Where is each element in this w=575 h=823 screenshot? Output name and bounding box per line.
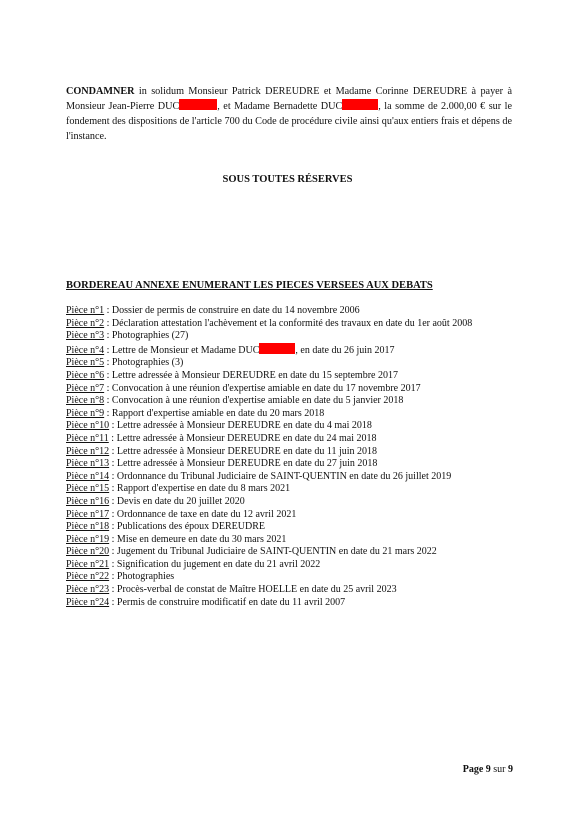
piece-text: : Signification du jugement en date du 21 avril 2022 — [109, 558, 321, 570]
list-item — [66, 343, 516, 358]
piece-label: Pièce n°21 — [66, 558, 110, 570]
piece-text: : Procès-verbal de constat de Maître HOELLE en date du 25 avril 2023 — [109, 584, 397, 596]
piece-text: : Devis en date du 20 juillet 2020 — [109, 495, 245, 507]
piece-label: Pièce n°5 — [66, 357, 105, 369]
pieces-list — [66, 305, 516, 609]
piece-text: : Photographies — [109, 571, 175, 583]
redaction-block — [179, 99, 217, 110]
piece-label: Pièce n°1 — [66, 305, 105, 316]
piece-text: : Ordonnance de taxe en date du 12 avril 2021 — [109, 508, 297, 520]
piece-label: Pièce n°23 — [66, 584, 110, 596]
piece-label: Pièce n°11 — [66, 432, 109, 444]
piece-label: Pièce n°22 — [66, 571, 110, 583]
piece-text: : Photographies (3) — [104, 357, 184, 369]
piece-label: Pièce n°15 — [66, 483, 110, 495]
piece-text: : Permis de construire modificatif en date du 11 avril 2007 — [109, 596, 346, 608]
piece-text: : Publications des époux DEREUDRE — [109, 521, 265, 533]
list-item — [66, 330, 516, 343]
piece-label: Pièce n°18 — [66, 521, 110, 533]
piece-label: Pièce n°14 — [66, 470, 110, 482]
reserves-heading: SOUS TOUTES RÉSERVES — [222, 174, 353, 185]
list-item — [66, 521, 516, 534]
list-item — [66, 370, 516, 383]
list-item — [66, 446, 516, 459]
piece-text: : Déclaration attestation l'achèvement et la conformité des travaux en date du 1er août 2008 — [104, 317, 473, 329]
piece-text-after: , en date du 26 juin 2017 — [295, 344, 395, 356]
list-item — [66, 458, 516, 471]
piece-label: Pièce n°8 — [66, 395, 105, 407]
piece-text: : Mise en demeure en date du 30 mars 2021 — [109, 533, 287, 545]
list-item — [66, 546, 516, 559]
piece-text: : Lettre adressée à Monsieur DEREUDRE en date du 27 juin 2018 — [109, 458, 378, 470]
piece-text: : Lettre de Monsieur et Madame DUC — [104, 344, 260, 356]
piece-text: : Photographies (27) — [104, 330, 189, 342]
piece-text: : Convocation à une réunion d'expertise amiable en date du 17 novembre 2017 — [104, 382, 421, 394]
list-item — [66, 395, 516, 408]
piece-text: : Lettre adressée à Monsieur DEREUDRE en date du 11 juin 2018 — [109, 445, 378, 457]
piece-label: Pièce n°17 — [66, 508, 110, 520]
piece-text: : Convocation à une réunion d'expertise amiable en date du 5 janvier 2018 — [104, 395, 404, 407]
piece-text: : Jugement du Tribunal Judiciaire de SAINT-QUENTIN en date du 21 mars 2022 — [109, 546, 437, 558]
page-total: 9 — [508, 764, 513, 775]
list-item — [66, 559, 516, 572]
intro-text-1: in solidum Monsieur Patrick DEREUDRE et Madame Corinne DEREUDRE à payer à Monsieur Jean-Pierre DUC — [66, 86, 512, 112]
piece-label: Pièce n°13 — [66, 458, 110, 470]
piece-text: : Rapport d'expertise amiable en date du 20 mars 2018 — [104, 407, 325, 419]
redaction-block — [342, 99, 378, 110]
piece-label: Pièce n°2 — [66, 317, 105, 329]
piece-text: : Lettre adressée à Monsieur DEREUDRE en date du 24 mai 2018 — [108, 432, 377, 444]
list-item — [66, 509, 516, 522]
piece-label: Pièce n°19 — [66, 533, 110, 545]
page-footer — [463, 764, 513, 775]
list-item — [66, 305, 516, 318]
piece-label: Pièce n°10 — [66, 420, 110, 432]
list-item — [66, 534, 516, 547]
list-item — [66, 420, 516, 433]
piece-text: : Dossier de permis de construire en date du 14 novembre 2006 — [104, 305, 360, 316]
list-item — [66, 433, 516, 446]
list-item — [66, 318, 516, 331]
piece-label: Pièce n°20 — [66, 546, 110, 558]
intro-text-2: , et Madame Bernadette DUC — [217, 101, 343, 112]
list-item — [66, 571, 516, 584]
piece-text: : Lettre adressée à Monsieur DEREUDRE en date du 4 mai 2018 — [109, 420, 372, 432]
list-item — [66, 597, 516, 610]
piece-label: Pièce n°6 — [66, 369, 105, 381]
redaction-block — [259, 343, 295, 354]
piece-text: : Rapport d'expertise en date du 8 mars 2021 — [109, 483, 291, 495]
list-item — [66, 471, 516, 484]
intro-text-3: , la somme de 2.000,00 € sur le fondement des dispositions de l'article 700 du Code de procédure civile ainsi qu'aux entiers frais et dépens de l'instance. — [66, 101, 512, 142]
page-current: 9 — [485, 764, 491, 775]
piece-label: Pièce n°16 — [66, 495, 110, 507]
list-item — [66, 584, 516, 597]
piece-label: Pièce n°9 — [66, 407, 105, 419]
bordereau-heading: BORDEREAU ANNEXE ENUMERANT LES PIECES VERSEES AUX DEBATS — [66, 280, 433, 291]
piece-text: : Lettre adressée à Monsieur DEREUDRE en date du 15 septembre 2017 — [104, 369, 398, 381]
condamner-paragraph — [66, 84, 512, 144]
page-sep: sur — [490, 764, 508, 775]
list-item — [66, 483, 516, 496]
list-item — [66, 496, 516, 509]
piece-label: Pièce n°7 — [66, 382, 105, 394]
page-word: Page — [462, 764, 486, 775]
piece-label: Pièce n°3 — [66, 330, 105, 342]
piece-label: Pièce n°24 — [66, 596, 110, 608]
condamner-keyword: CONDAMNER — [66, 86, 135, 97]
list-item — [66, 357, 516, 370]
list-item — [66, 383, 516, 396]
piece-label: Pièce n°12 — [66, 445, 110, 457]
list-item — [66, 408, 516, 421]
piece-text: : Ordonnance du Tribunal Judiciaire de SAINT-QUENTIN en date du 26 juillet 2019 — [109, 470, 452, 482]
piece-label: Pièce n°4 — [66, 344, 105, 356]
